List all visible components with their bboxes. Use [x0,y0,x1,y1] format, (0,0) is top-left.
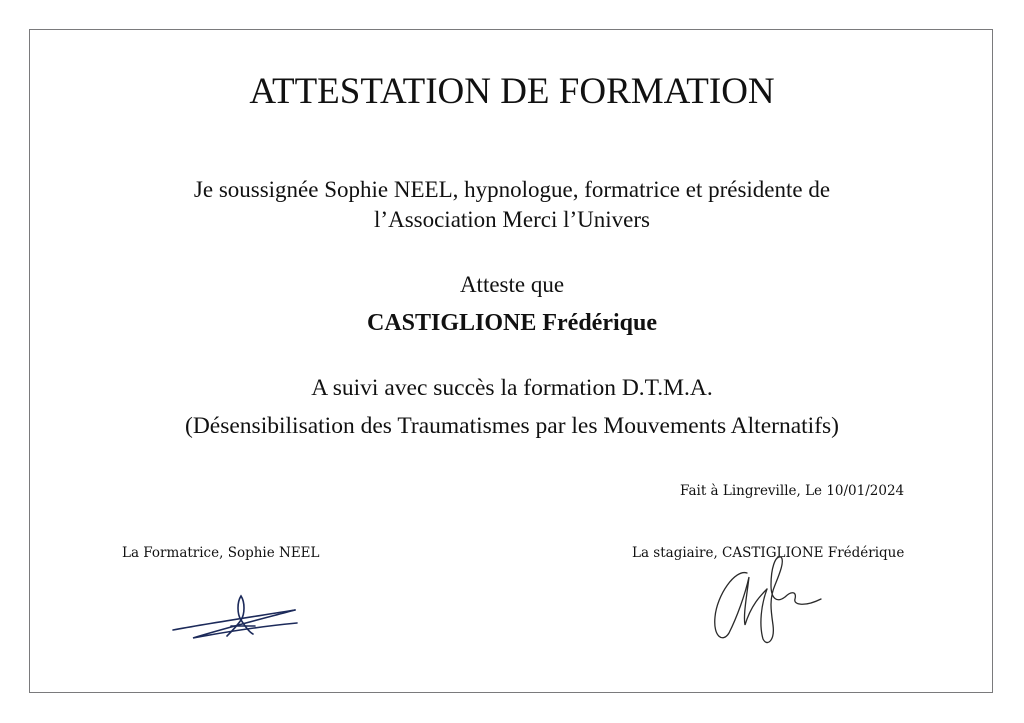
trainee-name: CASTIGLIONE Frédérique [366,310,657,336]
trainee-signature-icon [705,555,835,659]
declaration-text [0,175,1024,235]
trainee-signature-label: La stagiaire, CASTIGLIONE Frédérique [632,545,905,561]
document-title: ATTESTATION DE FORMATION [249,71,775,112]
trainer-signature-label: La Formatrice, Sophie NEEL [122,545,320,561]
completion-statement: A suivi avec succès la formation D.T.M.A. [311,375,713,401]
trainer-signature-icon [165,588,305,652]
attest-label: Atteste que [459,272,565,297]
declaration-line-2: l’Association Merci l’Univers [374,207,650,232]
place-and-date: Fait à Lingreville, Le 10/01/2024 [680,483,905,499]
declaration-line-1: Je soussignée Sophie NEEL, hypnologue, formatrice et présidente de [193,177,831,202]
program-full-name: (Désensibilisation des Traumatismes par les Mouvements Alternatifs) [185,413,839,439]
